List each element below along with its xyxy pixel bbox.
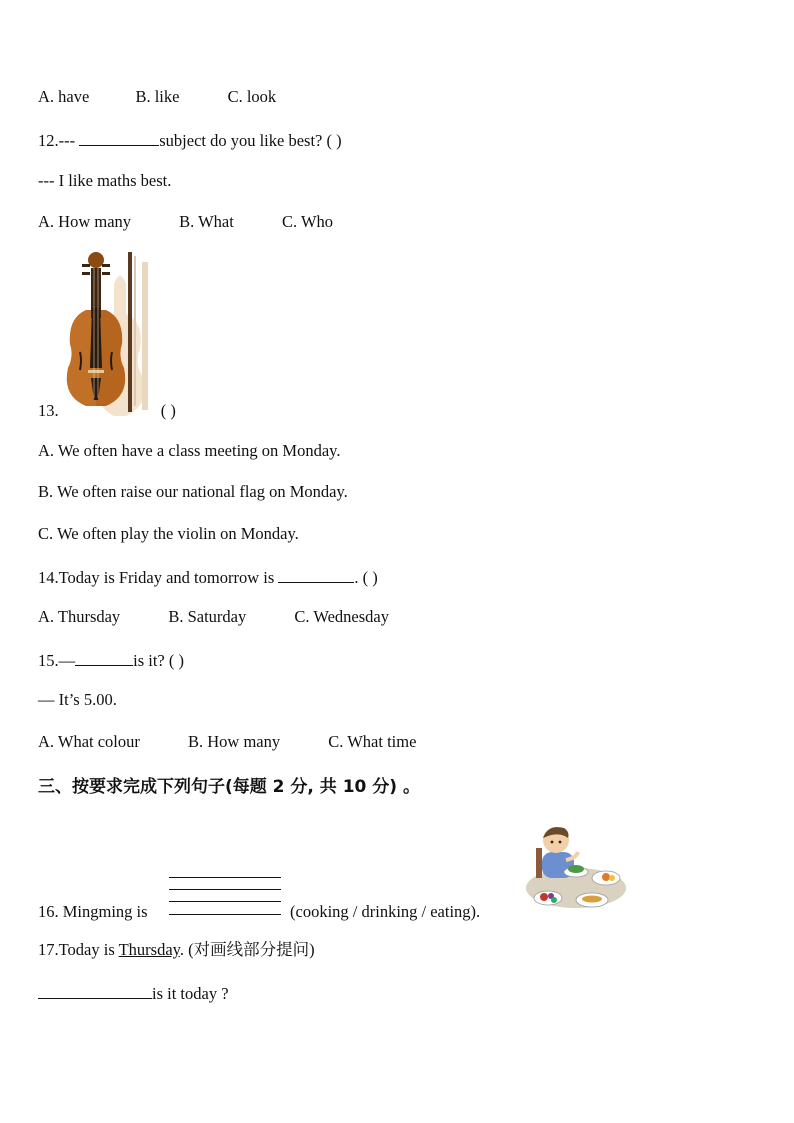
q17-underlined-word: Thursday	[118, 940, 180, 959]
q14-suffix: . ( )	[354, 568, 378, 587]
q17-prefix: 17.Today is	[38, 940, 119, 959]
q12-options	[38, 212, 333, 232]
q14-option-b: B. Saturday	[168, 607, 247, 626]
q15-option-c: C. What time	[328, 732, 417, 751]
q12-question	[38, 129, 342, 151]
q17-suffix: . (对画线部分提问)	[179, 940, 315, 959]
q12-text: subject do you like best? ( )	[159, 131, 342, 150]
q16-blank-line-2[interactable]	[169, 889, 281, 890]
q13-option-c: C. We often play the violin on Monday.	[38, 524, 299, 543]
q17-answer-suffix: is it today ?	[152, 984, 229, 1003]
q16-blank-line-3[interactable]	[169, 901, 281, 902]
q15-text: is it? ( )	[133, 651, 184, 670]
q14-option-a: A. Thursday	[38, 607, 121, 626]
q15-option-b: B. How many	[188, 732, 281, 751]
q15-options	[38, 732, 416, 752]
q14-options	[38, 607, 389, 627]
q15-answer-blank[interactable]	[75, 649, 133, 666]
q14-option-c: C. Wednesday	[294, 607, 389, 626]
q17-question	[38, 940, 315, 960]
q13-number: 13.	[38, 401, 59, 420]
q13-answer-paren[interactable]: ( )	[160, 401, 176, 420]
q12-option-a: A. How many	[38, 212, 132, 231]
q15-answer: — It’s 5.00.	[38, 690, 117, 709]
q16-blank-line-4[interactable]	[169, 914, 281, 915]
q14-question	[38, 566, 378, 588]
boy-eating-icon	[518, 822, 626, 916]
q16-blank-line-1[interactable]	[169, 877, 281, 878]
q16-prefix: 16. Mingming is	[38, 902, 148, 921]
q14-prefix: 14.Today is Friday and tomorrow is	[38, 568, 275, 587]
q17-answer-line	[38, 982, 229, 1004]
q11-option-a: A. have	[38, 87, 90, 106]
q13-option-b: B. We often raise our national flag on Monday.	[38, 482, 348, 501]
section-three-title: 三、按要求完成下列句子(每题 2 分, 共 10 分) 。	[38, 777, 420, 797]
q13-option-a: A. We often have a class meeting on Monday.	[38, 441, 341, 460]
q13-question	[38, 401, 176, 421]
violin-icon	[60, 248, 156, 418]
q12-number: 12.---	[38, 131, 76, 150]
q11-option-b: B. like	[135, 87, 180, 106]
q12-answer: --- I like maths best.	[38, 171, 172, 190]
q15-option-a: A. What colour	[38, 732, 140, 751]
q15-number: 15.—	[38, 651, 76, 670]
q17-answer-blank[interactable]	[38, 982, 152, 999]
q11-options	[38, 87, 276, 107]
q12-option-b: B. What	[179, 212, 234, 231]
q12-option-c: C. Who	[281, 212, 334, 231]
q12-answer-blank[interactable]	[79, 129, 159, 146]
q16-suffix: (cooking / drinking / eating).	[290, 902, 481, 921]
q15-question	[38, 649, 184, 671]
q11-option-c: C. look	[227, 87, 277, 106]
q14-answer-blank[interactable]	[278, 566, 354, 583]
